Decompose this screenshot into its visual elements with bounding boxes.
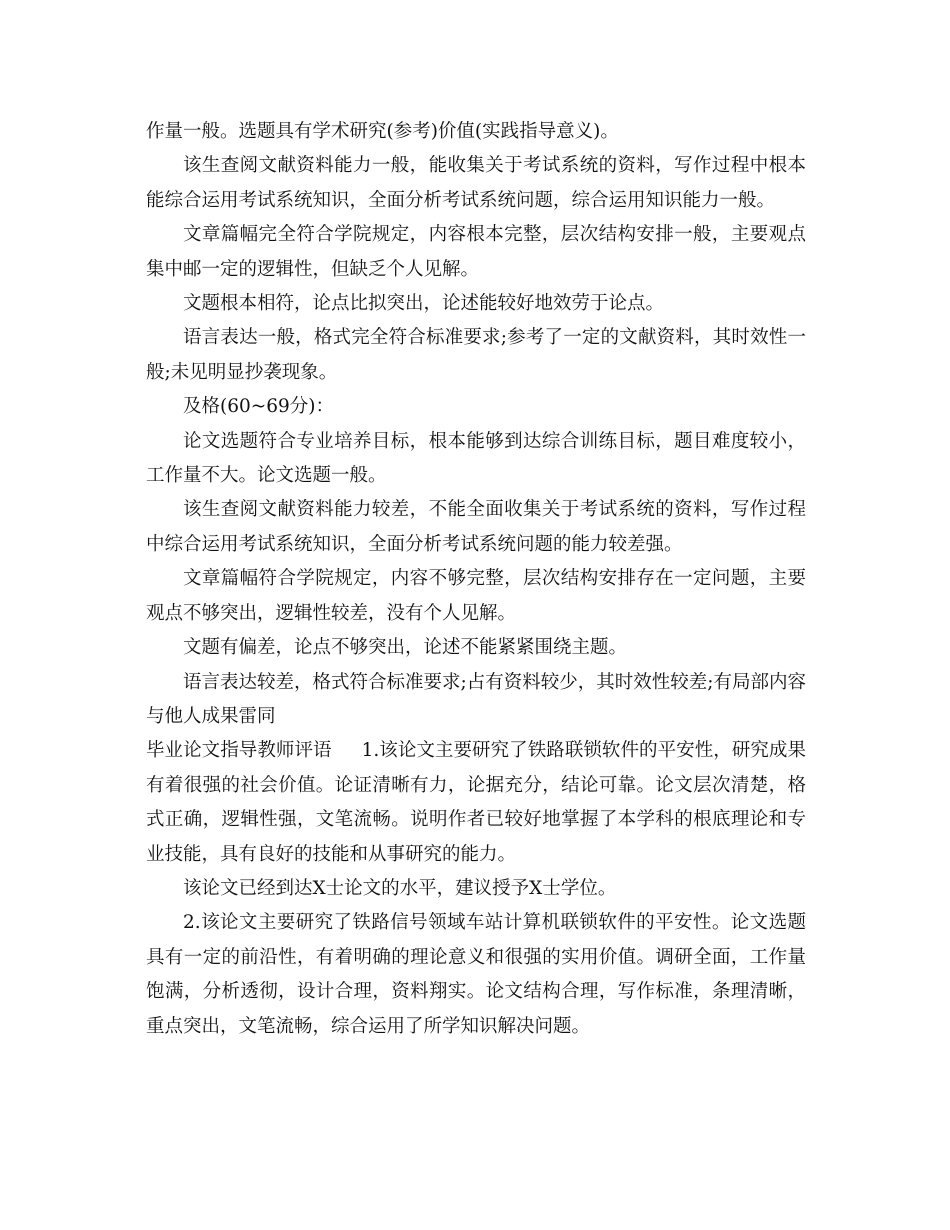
paragraph-pass-grade-heading: 及格(60~69分)： xyxy=(183,396,335,418)
paragraph-language: 语言表达一般，格式完全符合标准要求;参考了一定的文献资料，其时效性一般;未见明显抄袭现象。 xyxy=(146,327,806,383)
section-advisor-comments xyxy=(146,734,806,872)
paragraph-workload: 作量一般。选题具有学术研究(参考)价值(实践指导意义)。 xyxy=(146,121,619,142)
paragraph-pass-research: 该生查阅文献资料能力较差，不能全面收集关于考试系统的资料，写作过程中综合运用考试系统知识，全面分析考试系统问题的能力较差强。 xyxy=(146,499,806,555)
paragraph-degree-recommendation: 该论文已经到达X士论文的水平，建议授予X士学位。 xyxy=(183,877,617,899)
paragraph-pass-structure: 文章篇幅符合学院规定，内容不够完整，层次结构安排存在一定问题，主要观点不够突出，逻辑性较差，没有个人见解。 xyxy=(146,568,806,624)
paragraph-pass-topic: 论文选题符合专业培养目标，根本能够到达综合训练目标，题目难度较小，工作量不大。论文选题一般。 xyxy=(146,430,806,487)
paragraph-pass-language: 语言表达较差，格式符合标准要求;占有资料较少，其时效性较差;有局部内容与他人成果雷同 xyxy=(146,671,806,727)
section-heading: 毕业论文指导教师评语 xyxy=(146,740,332,762)
paragraph-topic-match: 文题根本相符，论点比拟突出，论述能较好地效劳于论点。 xyxy=(183,293,665,315)
paragraph-pass-topic-match: 文题有偏差，论点不够突出，论述不能紧紧围绕主题。 xyxy=(183,637,628,659)
document-body xyxy=(146,115,806,1044)
advisor-comment-1: 1.该论文主要研究了铁路联锁软件的平安性，研究成果有着很强的社会价值。论证清晰有力，论据充分，结论可靠。论文层次清楚，格式正确，逻辑性强，文笔流畅。说明作者已较好地掌握了本学科的根底理论和专业技能，具有良好的技能和从事研究的能力。 xyxy=(146,740,806,865)
paragraph-research-ability: 该生查阅文献资料能力一般，能收集关于考试系统的资料，写作过程中根本能综合运用考试系统知识，全面分析考试系统问题，综合运用知识能力一般。 xyxy=(146,155,806,211)
paragraph-structure: 文章篇幅完全符合学院规定，内容根本完整，层次结构安排一般，主要观点集中邮一定的逻辑性，但缺乏个人见解。 xyxy=(146,224,806,280)
advisor-comment-2: 2.该论文主要研究了铁路信号领域车站计算机联锁软件的平安性。论文选题具有一定的前沿性，有着明确的理论意义和很强的实用价值。调研全面，工作量饱满，分析透彻，设计合理，资料翔实。论文结构合理，写作标准，条理清晰，重点突出，文笔流畅，综合运用了所学知识解决问题。 xyxy=(146,912,806,1037)
